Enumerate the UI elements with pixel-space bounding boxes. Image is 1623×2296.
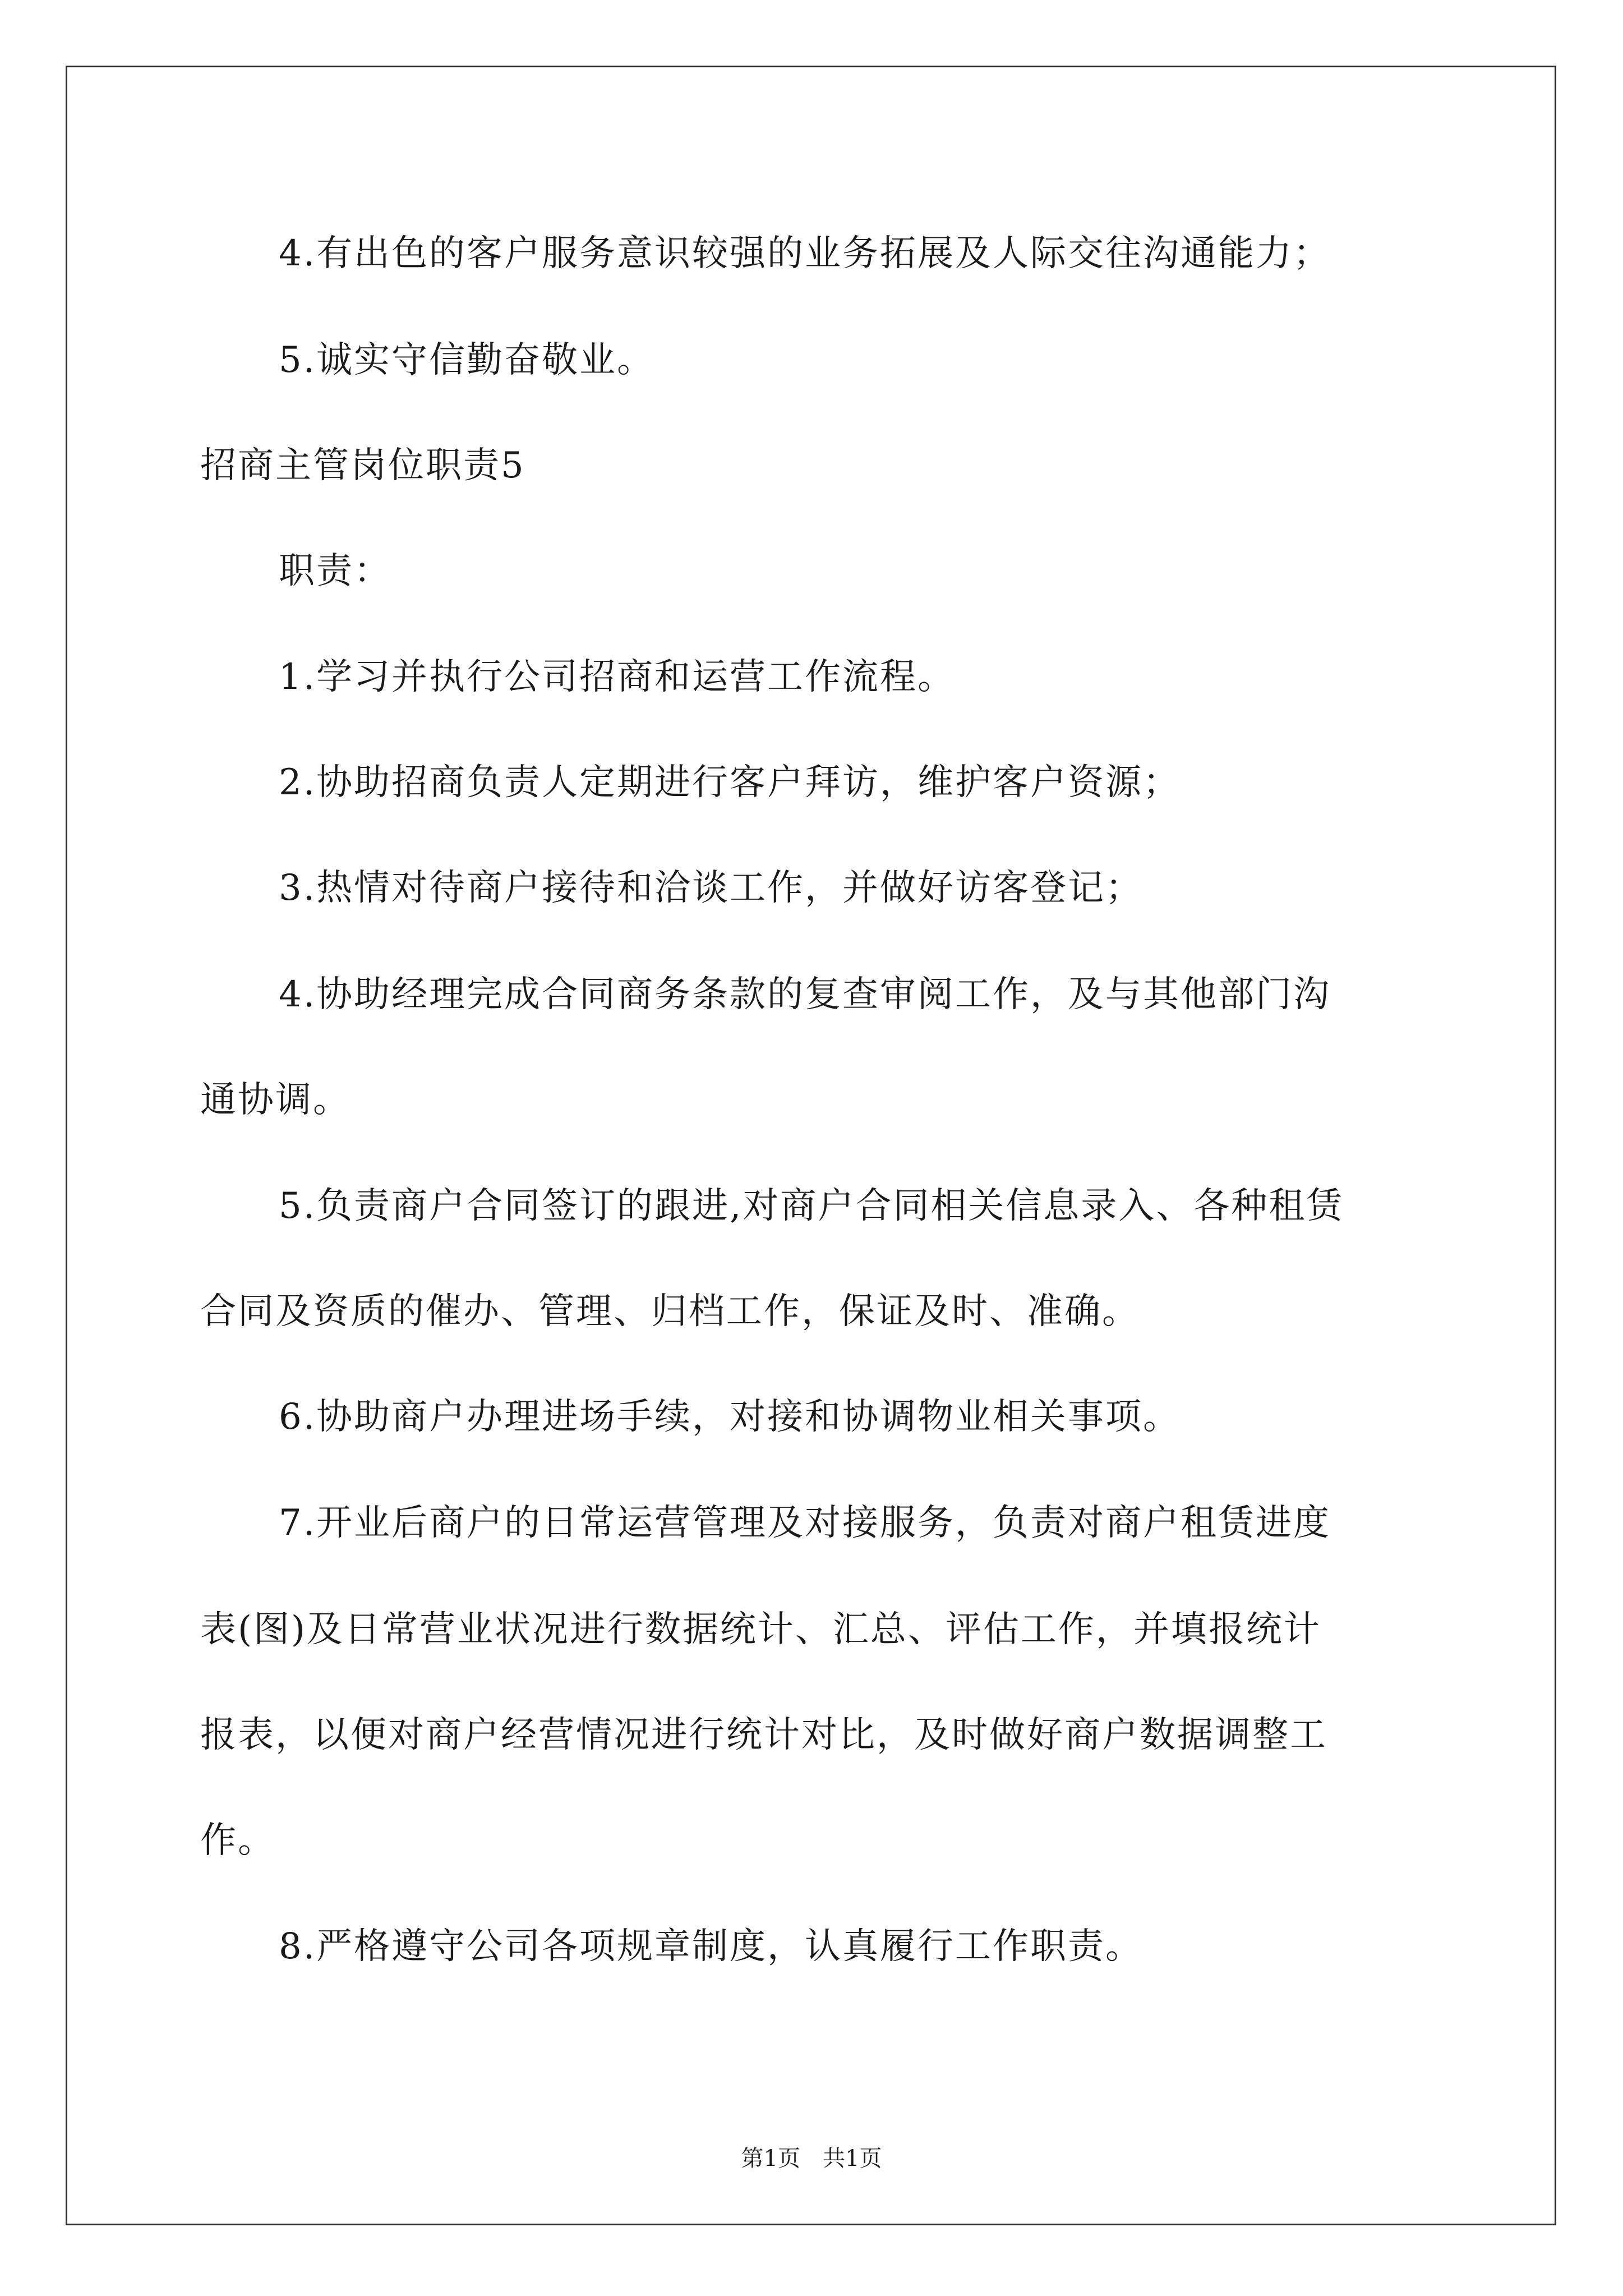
duty-item-4-line-2: 通协调。	[200, 1079, 351, 1121]
section-heading: 招商主管岗位职责5	[200, 445, 525, 486]
duty-item-5-line-2: 合同及资质的催办、管理、归档工作，保证及时、准确。	[200, 1291, 1140, 1332]
page-border	[66, 66, 1556, 2225]
duty-item-2: 2.协助招商负责人定期进行客户拜访，维护客户资源；	[279, 762, 1181, 803]
duty-item-3: 3.热情对待商户接待和洽谈工作，并做好访客登记；	[279, 867, 1144, 909]
duty-item-1: 1.学习并执行公司招商和运营工作流程。	[279, 656, 956, 698]
duty-item-8: 8.严格遵守公司各项规章制度，认真履行工作职责。	[279, 1926, 1144, 1967]
duty-item-6: 6.协助商户办理进场手续，对接和协调物业相关事项。	[279, 1396, 1181, 1438]
duty-item-7-line-3: 报表，以便对商户经营情况进行统计对比，及时做好商户数据调整工	[200, 1714, 1327, 1756]
duties-label: 职责：	[279, 550, 391, 592]
duty-item-7-line-4: 作。	[200, 1820, 275, 1861]
list-item-4-service: 4.有出色的客户服务意识较强的业务拓展及人际交往沟通能力；	[279, 233, 1331, 274]
duty-item-5-line-1: 5.负责商户合同签订的跟进,对商户合同相关信息录入、各种租赁	[279, 1185, 1344, 1227]
page-footer: 第1页 共1页	[741, 2146, 882, 2171]
duty-item-7-line-1: 7.开业后商户的日常运营管理及对接服务，负责对商户租赁进度	[279, 1502, 1331, 1544]
list-item-5-integrity: 5.诚实守信勤奋敬业。	[279, 339, 655, 381]
duty-item-7-line-2: 表(图)及日常营业状况进行数据统计、汇总、评估工作，并填报统计	[200, 1609, 1321, 1650]
duty-item-4-line-1: 4.协助经理完成合同商务条款的复查审阅工作，及与其他部门沟	[279, 974, 1331, 1015]
